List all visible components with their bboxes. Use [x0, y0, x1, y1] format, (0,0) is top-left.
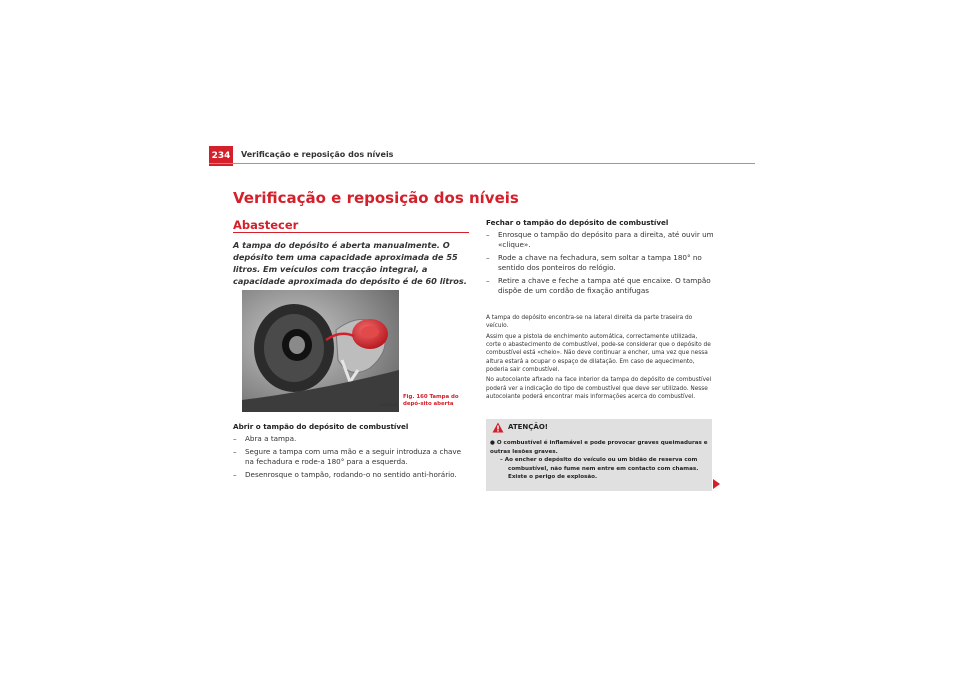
- close-cap-steps: [486, 230, 714, 299]
- header-rule: [209, 163, 755, 164]
- list-item: – Rode a chave na fechadura, sem soltar a tampa 180° no sentido dos ponteiros do relógio.: [486, 253, 702, 272]
- figure-code: B5P-0442: [380, 403, 398, 407]
- continue-arrow-icon: [713, 479, 720, 489]
- paragraph: No autocolante afixado na face interior da tampa do depósito de combustível poderá ver a indicação do tipo de combustível que deve ser utilizado. Nesse autocolante poderá encontrar mais informações acerca do combustível.: [486, 377, 712, 400]
- section-title: Abastecer: [233, 218, 299, 232]
- figure-caption: Fig. 160 Tampa do depó-sito aberta: [403, 394, 459, 407]
- warning-triangle-icon: [492, 422, 504, 433]
- list-item: – Abra a tampa.: [233, 434, 297, 443]
- warning-heading: ATENÇÃO!: [508, 423, 548, 431]
- fuel-cap-illustration: [242, 290, 399, 412]
- chapter-title: Verificação e reposição dos níveis: [233, 189, 519, 207]
- bullet-icon: ●: [490, 440, 497, 446]
- paragraph: Assim que a pistola de enchimento automática, correctamente utilizada, corte o abastecimento de combustível, pode-se considerar que o depósito de combustível está «cheio». Não deve continuar a encher, uma vez que nessa altura estará a ocupar o espaço de dilatação. Em caso de aquecimento, poderia sair combustível.: [486, 333, 711, 373]
- list-item: – Desenrosque o tampão, rodando-o no sentido anti-horário.: [233, 470, 457, 479]
- warning-item: ● O combustível é inflamável e pode provocar graves queimaduras e outras lesões graves.: [490, 440, 708, 455]
- list-item: – Retire a chave e feche a tampa até que encaixe. O tampão dispõe de um cordão de fixação antifugas: [486, 276, 711, 295]
- close-cap-heading: Fechar o tampão do depósito de combustível: [486, 218, 669, 227]
- warning-subitem: – Ao encher o depósito do veículo ou um bidão de reserva com combustível, não fume nem entre em contacto com chamas. Existe o perigo de explosão.: [500, 457, 699, 480]
- intro-paragraph: A tampa do depósito é aberta manualmente. O depósito tem uma capacidade aproximada de 55 litros. Em veículos com tracção integral, a capacidade aproximada do depósito é de 60 litros.: [233, 240, 467, 286]
- warning-box: [486, 419, 712, 491]
- paragraph: A tampa do depósito encontra-se na lateral direita da parte traseira do veículo.: [486, 315, 693, 330]
- section-title-rule: [233, 232, 469, 233]
- list-item: – Segure a tampa com uma mão e a seguir introduza a chave na fechadura e rode-a 180° para a esquerda.: [233, 447, 462, 466]
- body-text: [486, 314, 712, 404]
- figure-fuel-cap-photo: [242, 290, 399, 412]
- warning-text: [490, 439, 708, 482]
- open-cap-heading: Abrir o tampão do depósito de combustível: [233, 422, 409, 431]
- list-item: – Enrosque o tampão do depósito para a direita, até ouvir um «clique».: [486, 230, 714, 249]
- open-cap-steps: [233, 434, 469, 483]
- running-header: Verificação e reposição dos níveis: [241, 150, 394, 159]
- page-number: 234: [209, 146, 233, 166]
